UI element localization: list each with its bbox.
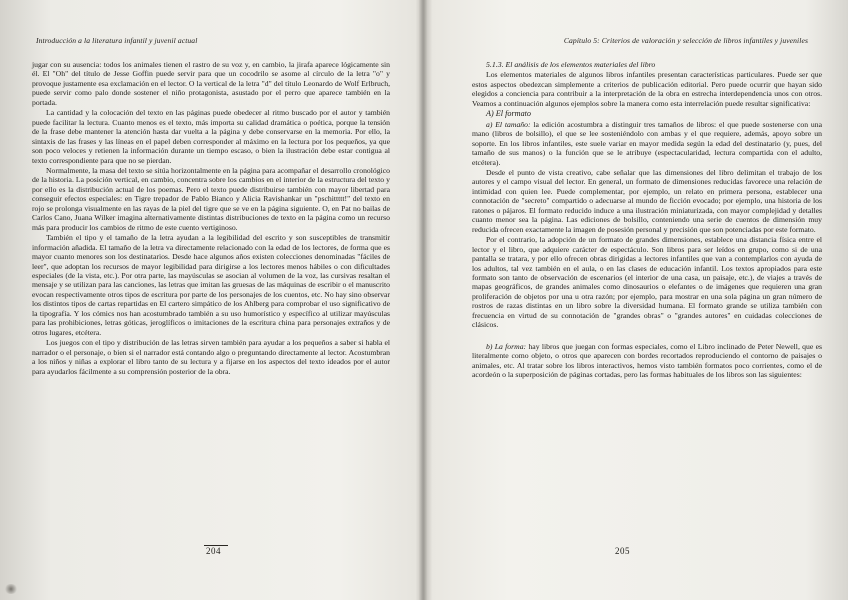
right-page xyxy=(428,0,848,600)
left-paragraph-3: Normalmente, la masa del texto se sitúa horizontalmente en la página para acompañar el desarrollo cronológico de la historia. La posición vertical, en cambio, concentra sobre los cambios en el interior de la estructura del texto y por ello es la distribución actual de los poemas. Pero el texto puede distribuirse también con mayor libertad para conseguir efectos especiales: en Tigre trepador de Pablo Bianco y Alicia Ravishankar un "pschittttt!" del texto en rojo se prolonga visualmente en las rayas de la piel del tigre que se ve en la página siguiente. O, en Pat no bailas de Carlos Cano, Juana Wilker imagina alternativamente distintas distribuciones de texto en la página como un recurso más para producir los cambios de ritmo de este cuento vertiginoso. xyxy=(32,165,390,232)
paragraph-size xyxy=(472,120,822,167)
margin-smudge xyxy=(4,584,18,594)
section-title: 5.1.3. El análisis de los elementos materiales del libro xyxy=(486,60,656,69)
left-paragraph-2: La cantidad y la colocación del texto en las páginas puede obedecer al ritmo buscado por el autor y también puede facilitar la lectura. Cuanto menos es el texto, más importa su calidad dramática o poética, porque la tensión de la frase debe mantener la atención hasta dar vuelta a la página y debe conservarse en la memoria. Por ello, la sintaxis de las frases y las líneas en el papel deben corresponder al máximo en la lectura por los pequeños, ya que son poco veloces y retienen la información durante un tiempo escaso, o bien la ilustración debe estar contigua al texto correspondiente para que no se pierdan. xyxy=(32,108,390,165)
left-page-number: 204 xyxy=(206,546,221,556)
left-running-head: Introducción a la literatura infantil y juvenil actual xyxy=(36,36,198,45)
book-gutter xyxy=(419,0,427,600)
right-intro-paragraph: Los elementos materiales de algunos libros infantiles presentan características particulares. Puede ser que estos aspectos obedezcan simplemente a criterios de publicación editorial. Pero puede ocurrir que hayan sido elegidos a conciencia para contribuir a la interpretación de la obra en estrecha interdependencia unos con otros. Veamos a continuación algunos ejemplos sobre la manera como esta interrelación puede resultar significativa: xyxy=(472,70,822,108)
paragraph-size-3: Por el contrario, la adopción de un formato de grandes dimensiones, establece una distancia física entre el lector y el libro, que adquiere carácter de espectáculo. Son libros para ser leídos en grupo, como si de una pantalla se tratara, y por ello ofrecen obras dirigidas a lectores infantiles que van a contemplarlos con ayuda de los adultos, tal vez también en el aula, o en las clases de educación infantil. Los textos apropiados para este formato son tanto de observación de escenarios (el interior de una casa, un paisaje, etc.), de viajes a través de mapas geográficos, de grandes animales como dinosaurios o elefantes o de imágenes que requieren una gran proliferación de objetos por una u otra razón; por ejemplo, para mostrar en una sola página un gran número de rostros de razas distintas en un libro sobre la diversidad humana. El formato grande se utiliza también con frecuencia en virtud de su connotación de "grandes obras" o "grandes autores" en cuidadas colecciones de clásicos. xyxy=(472,235,822,330)
label-shape: b) La forma: xyxy=(486,341,527,351)
label-size: a) El tamaño: xyxy=(486,119,531,129)
left-page xyxy=(0,0,420,600)
subhead-format: A) El formato xyxy=(486,109,532,119)
paragraph-size-text: la edición acostumbra a distinguir tres tamaños de libros: el que puede sostenerse con una mano (libros de bolsillo), el que se lee sosteniéndolo con ambas y el que requiere, además, apoyo sobre un soporte. En los libros infantiles, este suele variar en mayor medida según la edad del destinatario (y, pues, del tamaño de sus manos) o la función que se le atribuye (espectacularidad, lectura compartida con el adulto, etcétera). xyxy=(472,119,822,167)
left-paragraph-1: jugar con su ausencia: todos los animales tienen el rastro de su voz y, en cambio, la jirafa aparece lógicamente sin él. El "Oh" del título de Jesse Goffin puede servir para que un cocodrilo se asome al círculo de la letra "o" y provoque justamente esa exclamación en el lector. O la vertical de la letra "d" del título Leonardo de Wolf Erlbruch, puede servir como palo donde sostener el niño protagonista, asustado por el perro que aparece también en la portada. xyxy=(32,60,390,107)
left-text-column xyxy=(32,60,390,376)
paragraph-shape-text: hay libros que juegan con formas especiales, como el Libro inclinado de Peter Newell, que es literalmente como objeto, o otros que aparecen con bordes recortados reproduciendo el contorno de paisajes o animales, etc. Al tratar sobre los libros interactivos, hemos visto también formatos poco corrientes, como el de acordeón o la superposición de páginas cortadas, pero las formas habituales de los libros son las siguientes: xyxy=(472,341,823,380)
left-paragraph-5: Los juegos con el tipo y distribución de las letras sirven también para ayudar a los pequeños a saber si habla el narrador o el personaje, o bien si el narrador está contando algo o preguntando directamente al lector. Acostumbran a los niños y niñas a explorar el libro tanto de su lectura y a fijarse en los aspectos del texto ideados por el autor para ayudarlos fácilmente a su comprensión posterior de la obra. xyxy=(32,338,390,376)
paragraph-size-2: Desde el punto de vista creativo, cabe señalar que las dimensiones del libro delimitan el trabajo de los autores y el campo visual del lector. En general, un formato de dimensiones reducidas favorece una relación de intimidad con quien lee. Puede complementar, por ejemplo, un relato en primera persona, establecer una connotación de "secreto" compartido o adecuarse al mundo de ficción evocado; por ejemplo, una historia de los ratones o pájaros. El formato reducido induce a una ilustración miniaturizada, con mayor complejidad y detalles cuanto menor sea la página. Las ediciones de bolsillo, conteniendo una serie de cuentos de dimensión muy reducida ofrecen exactamente la imagen de posesión personal y precisión que son potenciadas por este formato. xyxy=(472,167,822,234)
right-page-number: 205 xyxy=(615,546,630,556)
right-text-column xyxy=(472,60,822,380)
left-paragraph-4: También el tipo y el tamaño de la letra ayudan a la legibilidad del escrito y son susceptibles de transmitir información añadida. El tamaño de la letra va directamente relacionado con la edad de los lectores, de forma que es mayor cuanto menores son los destinatarios. Desde hace algunos años existen colecciones denominadas "fáciles de leer", que adoptan los recursos de mayor legibilidad para dirigirse a los lectores menos hábiles o con dificultades especiales (de la vista, etc.). Por otra parte, las mayúsculas se asocian al volumen de la voz, las cursivas resaltan el mensaje y se utilizan para las canciones, las letras que imitan las gruesas de las máquinas de escribir o el manuscrito evocan respectivamente otros tipos de escritura por parte de los personajes de los cuentos, etc. No hay sino observar los distintos tipos de cartas repartidas en El cartero simpático de los Ahlberg para comprobar el uso significativo de la tipografía. Y los cómics nos han acostumbrado también a su uso humorístico y específico al utilizar mayúsculas para las prohibiciones, letras góticas, jeroglíficos o imitaciones de la escritura china para personajes extraños y de otros lugares, etcétera. xyxy=(32,233,390,337)
paragraph-shape xyxy=(472,342,822,380)
right-running-head: Capítulo 5: Criterios de valoración y selección de libros infantiles y juveniles xyxy=(563,36,808,45)
